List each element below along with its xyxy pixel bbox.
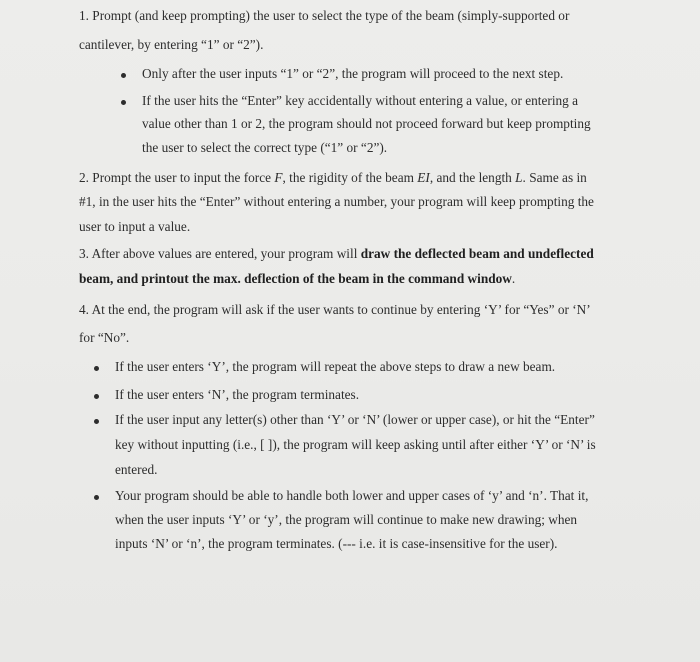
item1-bullet2-line2: value other than 1 or 2, the program should not proceed forward but keep prompting bbox=[142, 116, 591, 131]
item4-bullet3-line1: If the user input any letter(s) other than ‘Y’ or ‘N’ (lower or upper case), or hit the “Enter” bbox=[115, 412, 595, 427]
bullet-marker bbox=[94, 495, 99, 500]
bullet-marker bbox=[121, 73, 126, 78]
item1-line2: cantilever, by entering “1” or “2”). bbox=[79, 37, 264, 52]
item4-line2: for “No”. bbox=[79, 330, 130, 345]
item3-line1 bbox=[79, 246, 594, 262]
item4-bullet2-line1: If the user enters ‘N’, the program terminates. bbox=[115, 387, 360, 402]
item3-line2 bbox=[79, 271, 515, 287]
item1-bullet2-line3: the user to select the correct type (“1” or “2”). bbox=[142, 140, 388, 155]
item4-bullet3-line2: key without inputting (i.e., [ ]), the program will keep asking until after either ‘Y’ or ‘N’ is bbox=[115, 437, 596, 452]
item2-var-EI: EI bbox=[417, 170, 430, 185]
item4-bullet3-line3: entered. bbox=[115, 462, 158, 477]
item1-line1: 1. Prompt (and keep prompting) the user to select the type of the beam (simply-supported or bbox=[79, 8, 570, 23]
item2-text-a: 2. Prompt the user to input the force bbox=[79, 170, 275, 185]
item3-bold-1: draw the deflected beam and undeflected bbox=[360, 246, 594, 261]
item2-var-F: F bbox=[274, 170, 283, 185]
bullet-marker bbox=[94, 419, 99, 424]
bullet-marker bbox=[121, 100, 126, 105]
item3-text-a: 3. After above values are entered, your program will bbox=[79, 246, 361, 261]
item2-text-d: . Same as in bbox=[522, 170, 587, 185]
item3-bold-2: beam, and printout the max. deflection of the beam in the command window bbox=[79, 271, 512, 286]
item4-bullet4-line1: Your program should be able to handle both lower and upper cases of ‘y’ and ‘n’. That it, bbox=[115, 488, 589, 503]
item4-line1: 4. At the end, the program will ask if the user wants to continue by entering ‘Y’ for “Yes” or ‘N’ bbox=[79, 302, 591, 317]
item3-end: . bbox=[511, 271, 516, 286]
item1-bullet2-line1: If the user hits the “Enter” key accidentally without entering a value, or entering a bbox=[142, 93, 579, 108]
item2-line1 bbox=[79, 170, 587, 186]
item1-bullet1-line1: Only after the user inputs “1” or “2”, the program will proceed to the next step. bbox=[142, 66, 564, 81]
item2-var-L: L bbox=[515, 170, 523, 185]
item4-bullet4-line2: when the user inputs ‘Y’ or ‘y’, the program will continue to make new drawing; when bbox=[115, 512, 578, 527]
bullet-marker bbox=[94, 394, 99, 399]
item2-text-c: , and the length bbox=[429, 170, 516, 185]
item4-bullet1-line1: If the user enters ‘Y’, the program will repeat the above steps to draw a new beam. bbox=[115, 359, 556, 374]
item2-line2: #1, in the user hits the “Enter” without entering a number, your program will keep prompting the bbox=[79, 194, 594, 209]
bullet-marker bbox=[94, 366, 99, 371]
item2-line3: user to input a value. bbox=[79, 219, 191, 234]
item2-text-b: , the rigidity of the beam bbox=[282, 170, 418, 185]
item4-bullet4-line3: inputs ‘N’ or ‘n’, the program terminates. (--- i.e. it is case-insensitive for the user). bbox=[115, 536, 558, 551]
